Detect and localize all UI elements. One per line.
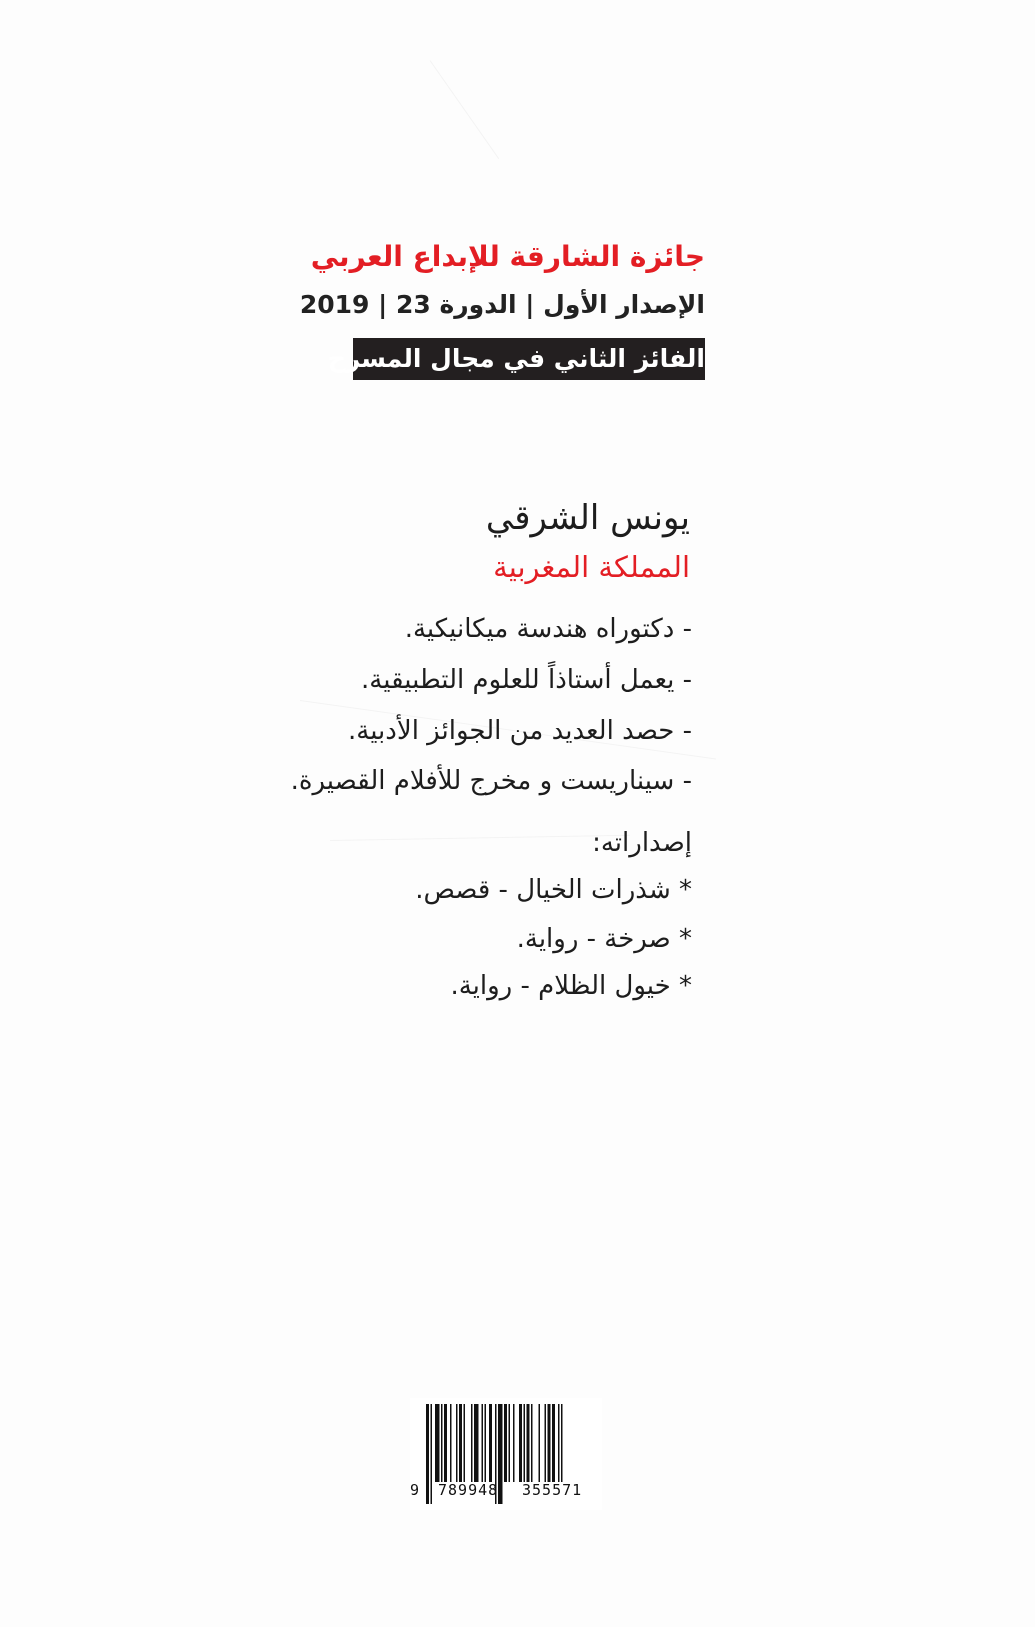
barcode-bar [531, 1404, 533, 1482]
barcode-bar [552, 1404, 555, 1482]
paper-crease [430, 60, 500, 159]
barcode-bar [456, 1404, 458, 1482]
barcode-bar [561, 1404, 563, 1482]
publication-item: * خيول الظلام - رواية. [450, 971, 692, 1001]
barcode-bar [464, 1404, 466, 1482]
barcode-bar [444, 1404, 447, 1482]
barcode-bar [485, 1404, 487, 1482]
publication-item: * صرخة - رواية. [516, 924, 692, 954]
barcode-bar [504, 1404, 507, 1482]
barcode-digit-first: 9 [410, 1481, 421, 1499]
winner-banner: الفائز الثاني في مجال المسرح [353, 338, 705, 380]
barcode-bar [558, 1404, 560, 1482]
barcode-digits-right: 355571 [522, 1481, 583, 1499]
paper-crease [330, 835, 630, 841]
bio-item-degree: - دكتوراه هندسة ميكانيكية. [404, 614, 692, 644]
barcode-bar [450, 1404, 452, 1482]
author-name: يونس الشرقي [485, 498, 690, 538]
bio-item-screenwriter: - سيناريست و مخرج للأفلام القصيرة. [290, 766, 692, 796]
barcode-bar [459, 1404, 462, 1482]
publication-item: * شذرات الخيال - قصص. [415, 875, 692, 905]
barcode-bar [474, 1404, 479, 1482]
barcode-bar [509, 1404, 511, 1482]
barcode-bar [482, 1404, 484, 1482]
publications-heading: إصداراته: [592, 828, 692, 858]
barcode-bar [545, 1404, 547, 1482]
barcode-bar [527, 1404, 530, 1482]
barcode-bar [435, 1404, 440, 1482]
barcode-bar [524, 1404, 526, 1482]
barcode-bar [471, 1404, 473, 1482]
bio-item-awards: - حصد العديد من الجوائز الأدبية. [348, 716, 692, 746]
author-country: المملكة المغربية [493, 550, 690, 584]
bio-item-profession: - يعمل أستاذاً للعلوم التطبيقية. [361, 665, 692, 695]
barcode-digits [410, 1477, 602, 1507]
edition-line: الإصدار الأول | الدورة 23 | 2019 [299, 290, 705, 319]
award-title: جائزة الشارقة للإبداع العربي [310, 240, 705, 273]
barcode-bar [489, 1404, 492, 1482]
barcode-bar [539, 1404, 541, 1482]
barcode-bar [513, 1404, 515, 1482]
barcode-bar [548, 1404, 551, 1482]
barcode-digits-left: 789948 [438, 1481, 499, 1499]
barcode-bar [519, 1404, 522, 1482]
barcode-bar [441, 1404, 443, 1482]
